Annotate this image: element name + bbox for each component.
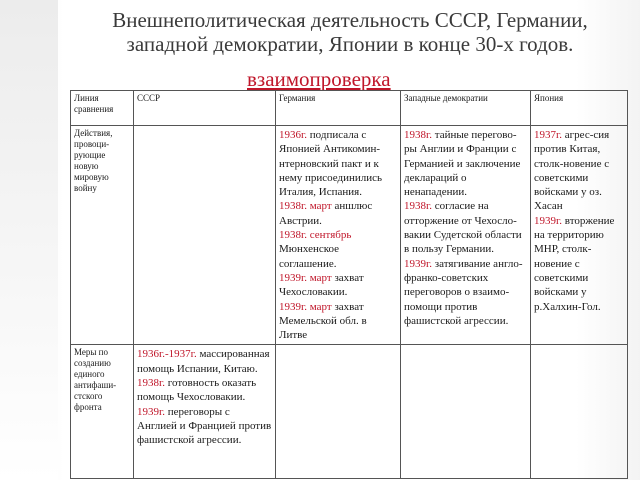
entry-text: аншлюс Австрии. [279, 200, 373, 227]
comparison-table [70, 90, 628, 479]
header-cell: Западные демократии [401, 91, 531, 126]
entry-date: 1937г. [534, 129, 563, 141]
entry-date: 1938г. [404, 129, 433, 141]
table-cell [134, 126, 276, 345]
row-label: Меры по созданию единого антифаши-стского фронта [71, 345, 134, 479]
table-row [71, 345, 628, 479]
entry-text: готовность оказать помощь Чехословакии. [137, 377, 257, 404]
table-cell [276, 126, 401, 345]
entry-date: 1939г. [534, 214, 563, 227]
entry-text: агрес-сия против Китая, столк-новение с советскими войсками у оз. Хасан [534, 129, 610, 213]
entry-date: 1939г. март [279, 300, 332, 313]
entry-date: 1938г. сентябрь [279, 229, 352, 242]
entry-date: 1938г. [404, 200, 433, 213]
entry-text: затягивание англо-франко-советских переговоров о взаимо-помощи против фашистской агрессии. [404, 257, 523, 327]
entry-date: 1938г. март [279, 200, 332, 213]
table-cell [531, 126, 628, 345]
entry-date: 1936г. [279, 129, 308, 141]
slide-subtitle: взаимопроверка [247, 67, 391, 91]
table-cell [134, 345, 276, 479]
header-cell: Япония [531, 91, 628, 126]
entry-text: Мюнхенское соглашение. [279, 243, 340, 270]
entry-text: захват Чехословакии. [279, 271, 364, 299]
left-decor-strip [0, 0, 58, 480]
row-label: Действия, провоци-рующие новую мировую войну [71, 126, 134, 345]
header-cell: Германия [276, 91, 401, 126]
entry-text: согласие на отторжение от Чехосло-вакии Судетской области в пользу Германии. [404, 200, 522, 256]
header-cell: Линия сравнения [71, 91, 134, 126]
entry-text: массированная помощь Испании, Китаю. [137, 348, 270, 375]
entry-text: подписала с Японией Антикомин-нтерновский пакт и к нему присоединились Италия, Испания. [279, 129, 383, 199]
entry-date: 1938г. [137, 377, 166, 390]
entry-text: тайные перегово-ры Англии и Франции с Германией и заключение деклараций о ненападении. [404, 129, 521, 199]
entry-date: 1936г.-1937г. [137, 348, 197, 361]
entry-date: 1939г. [404, 257, 433, 270]
slide-title [70, 8, 630, 56]
table-cell [531, 345, 628, 479]
entry-text: переговоры с Англией и Францией против фашистской агрессии. [137, 405, 272, 447]
table-row [71, 126, 628, 345]
table-header-row [71, 91, 628, 126]
entry-date: 1939г. [137, 405, 166, 418]
table-cell [276, 345, 401, 479]
entry-text: вторжение на территорию МНР, столк-новение с советскими войсками у р.Халхин-Гол. [534, 214, 615, 313]
header-cell: СССР [134, 91, 276, 126]
title-line-1: Внешнеполитическая деятельность СССР, Германии, [112, 8, 588, 32]
title-line-2: западной демократии, Японии в конце 30-х годов. [126, 32, 574, 56]
entry-date: 1939г. март [279, 271, 332, 284]
entry-text: захват Мемельской обл. в Литве [279, 300, 367, 342]
table-cell [401, 126, 531, 345]
table-cell [401, 345, 531, 479]
